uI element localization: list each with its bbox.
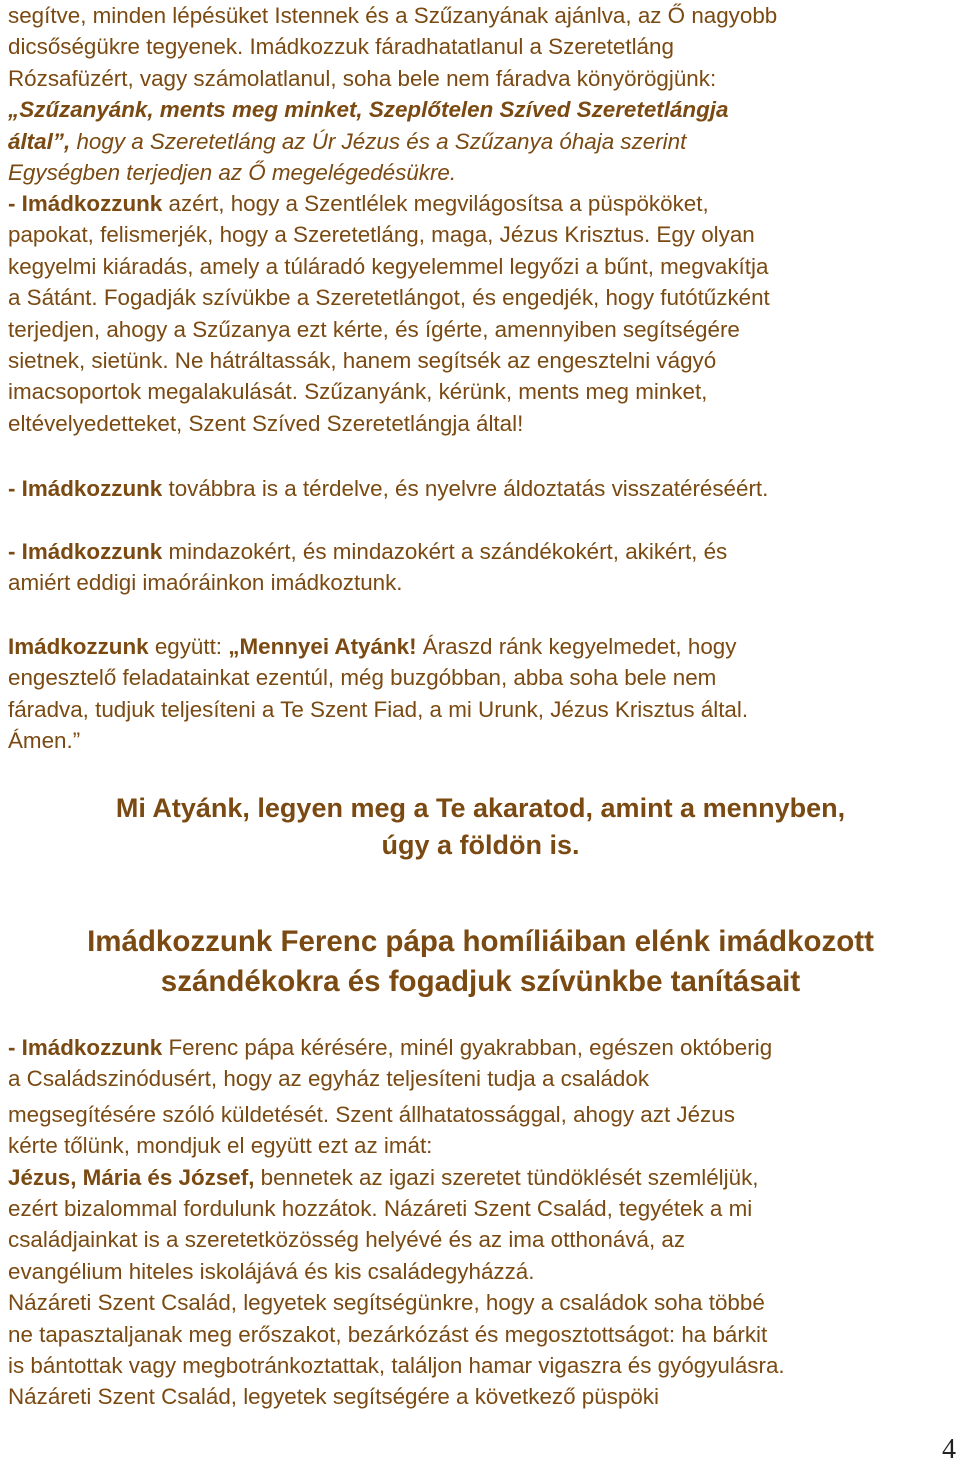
text-line: segítve, minden lépésüket Istennek és a Szűzanyának ajánlva, az Ő nagyobb [8, 3, 778, 28]
quote-end: által”, [8, 128, 71, 154]
text-line [8, 126, 777, 157]
paragraph-prayer [8, 631, 748, 757]
text-line: Názáreti Szent Család, legyetek segítségére a következő püspöki [8, 1384, 659, 1410]
text-rest: bennetek az igazi szeretet tündöklését szemléljük, [254, 1164, 759, 1190]
paragraph-synod [8, 1032, 785, 1413]
paragraph-intentions [8, 536, 727, 599]
text-line [8, 188, 770, 219]
text-line: amiért eddigi imaóráinkon imádkoztunk. [8, 570, 403, 596]
lead-bold: - Imádkozzunk [8, 476, 163, 501]
text-line: megsegítésére szóló küldetését. Szent állhatatossággal, ahogy azt Jézus [8, 1101, 735, 1127]
text-line: terjedjen, ahogy a Szűzanya ezt kérte, és ígérte, amennyiben segítségére [8, 316, 740, 342]
text-line: dicsőségükre tegyenek. Imádkozzuk fáradhatatlanul a Szeretetláng [8, 34, 674, 60]
lead-bold: Imádkozzunk [8, 634, 149, 659]
page-number: 4 [942, 1434, 956, 1465]
text-line: engesztelő feladatainkat ezentúl, még buzgóbban, abba soha bele nem [8, 665, 717, 691]
names-bold: Jézus, Mária és József, [8, 1164, 255, 1190]
paragraph-bishops [8, 188, 770, 439]
lead-bold: - Imádkozzunk [8, 1035, 163, 1060]
text-line [8, 1032, 785, 1063]
text-line: fáradva, tudjuk teljesíteni a Te Szent Fiad, a mi Urunk, Jézus Krisztus által. [8, 696, 749, 722]
heading-line: úgy a földön is. [381, 830, 580, 860]
text-line [8, 631, 748, 662]
text-line: sietnek, sietünk. Ne hátráltassák, hanem segítsék az engesztelni vágyó [8, 347, 717, 373]
text-line [8, 1162, 785, 1193]
lead-bold: - Imádkozzunk [8, 539, 163, 564]
text-line: eltévelyedetteket, Szent Szíved Szeretetlángja által! [8, 410, 524, 436]
text-rest: Áraszd ránk kegyelmedet, hogy [416, 634, 737, 659]
italic-text: hogy a Szeretetláng az Úr Jézus és a Szűzanya óhaja szerint [70, 128, 687, 154]
text-rest: továbbra is a térdelve, és nyelvre áldoztatás visszatéréséért. [162, 476, 769, 501]
heading-line: Mi Atyánk, legyen meg a Te akaratod, amint a mennyben, [115, 793, 846, 823]
text-rest: Ferenc pápa kérésére, minél gyakrabban, egészen októberig [162, 1035, 773, 1060]
text-line: a Sátánt. Fogadják szívükbe a Szeretetlángot, és engedjék, hogy futótűzként [8, 285, 770, 311]
text-line: is bántottak vagy megbotránkoztattak, találjon hamar vigaszra és gyógyulásra. [8, 1352, 785, 1378]
italic-line: Egységben terjedjen az Ő megelégedésükre. [8, 159, 457, 185]
text-line: imacsoportok megalakulását. Szűzanyánk, kérünk, ments meg minket, [8, 379, 708, 405]
text-line [8, 536, 727, 567]
heading-line: Imádkozzunk Ferenc pápa homíliáiban elénk imádkozott [87, 925, 874, 958]
heading-our-father [8, 790, 953, 864]
text-line: a Családszinódusért, hogy az egyház teljesíteni tudja a családok [8, 1066, 650, 1092]
lead-bold: - Imádkozzunk [8, 191, 163, 216]
text-line: Ámen.” [8, 728, 81, 754]
quote-line: „Szűzanyánk, ments meg minket, Szeplőtelen Szíved Szeretetlángja [8, 97, 729, 123]
text-mid: együtt: [148, 634, 229, 659]
prayer-title: „Mennyei Atyánk! [228, 634, 417, 659]
text-line: kegyelmi kiáradás, amely a túláradó kegyelemmel legyőzi a bűnt, megvakítja [8, 253, 769, 279]
text-line: papokat, felismerjék, hogy a Szeretetláng, maga, Jézus Krisztus. Egy olyan [8, 222, 755, 248]
text-line: családjainkat is a szeretetközösség helyévé és az ima otthonává, az [8, 1227, 686, 1253]
heading-line: szándékokra és fogadjuk szívünkbe tanításait [160, 965, 801, 998]
text-line [8, 473, 768, 504]
paragraph-communion [8, 473, 768, 504]
paragraph-intro [8, 0, 777, 188]
text-line: ne tapasztaljanak meg erőszakot, bezárkózást és megosztottságot: ha bárkit [8, 1321, 768, 1347]
text-line: Rózsafüzért, vagy számolatlanul, soha bele nem fáradva könyörögjünk: [8, 65, 717, 91]
text-line: ezért bizalommal fordulunk hozzátok. Názáreti Szent Család, tegyétek a mi [8, 1195, 753, 1221]
heading-pope-francis [8, 922, 953, 1002]
text-line: kérte tőlünk, mondjuk el együtt ezt az imát: [8, 1133, 433, 1159]
text-rest: azért, hogy a Szentlélek megvilágosítsa a püspököket, [162, 191, 709, 216]
text-line: Názáreti Szent Család, legyetek segítségünkre, hogy a családok soha többé [8, 1290, 765, 1316]
text-line: evangélium hiteles iskolájává és kis családegyházzá. [8, 1258, 535, 1284]
text-rest: mindazokért, és mindazokért a szándékokért, akikért, és [162, 539, 728, 564]
